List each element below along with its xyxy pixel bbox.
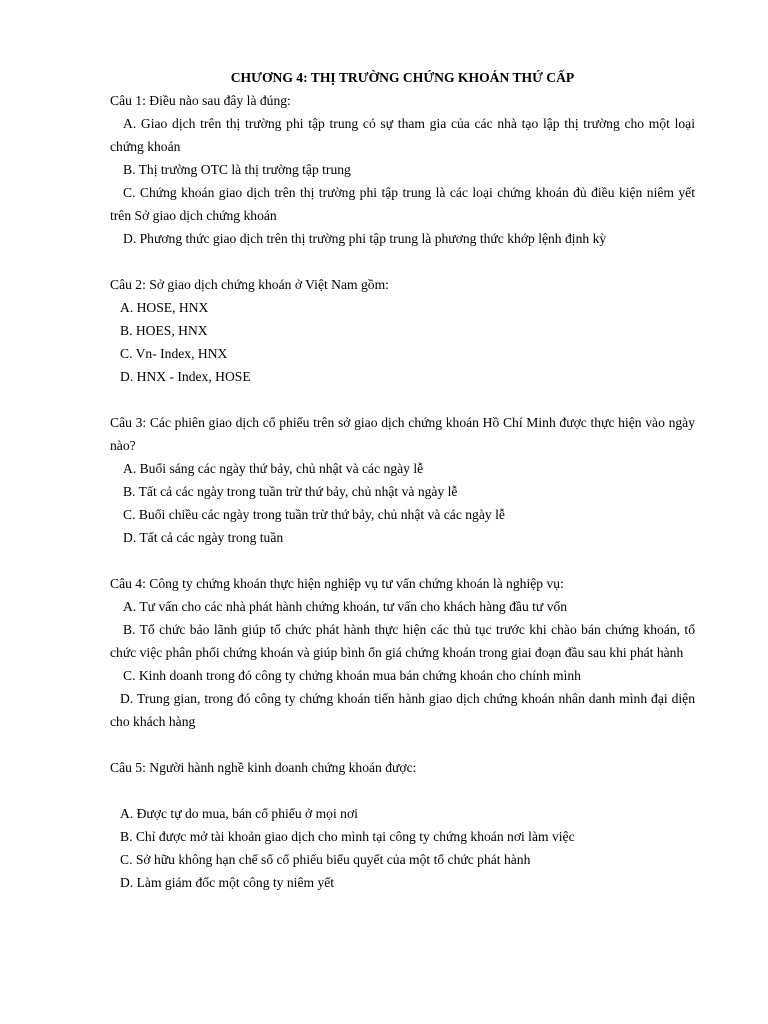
- answer-option: A. Buổi sáng các ngày thứ bảy, chủ nhật và các ngày lễ: [123, 461, 424, 476]
- question-text: Câu 2: Sở giao dịch chứng khoán ở Việt Nam gồm:: [110, 277, 389, 292]
- spacer: [110, 388, 695, 411]
- spacer: [110, 733, 695, 756]
- question-4: [110, 572, 695, 733]
- answer-option: B. Tổ chức bảo lãnh giúp tổ chức phát hành thực hiện các thủ tục trước khi chào bán chứng khoán, tổ chức việc phân phối chứng khoán và giúp bình ổn giá chứng khoán trong giai đoạn đầu sau khi phát hành: [110, 622, 695, 660]
- chapter-title: CHƯƠNG 4: THỊ TRƯỜNG CHỨNG KHOÁN THỨ CẤP: [230, 70, 575, 85]
- answer-option: B. Tất cả các ngày trong tuần trừ thứ bảy, chủ nhật và ngày lễ: [123, 484, 458, 499]
- answer-option: C. Vn- Index, HNX: [120, 346, 228, 361]
- answer-option: C. Kinh doanh trong đó công ty chứng khoán mua bán chứng khoán cho chính mình: [123, 668, 581, 683]
- question-text: Câu 4: Công ty chứng khoán thực hiện nghiệp vụ tư vấn chứng khoán là nghiệp vụ:: [110, 576, 564, 591]
- spacer: [110, 549, 695, 572]
- answer-option: C. Sở hữu không hạn chế số cổ phiếu biểu quyết của một tổ chức phát hành: [120, 852, 531, 867]
- question-text: Câu 3: Các phiên giao dịch cổ phiếu trên sở giao dịch chứng khoán Hồ Chí Minh được thực hiện vào ngày nào?: [110, 415, 695, 453]
- answer-option: B. Chỉ được mở tài khoản giao dịch cho mình tại công ty chứng khoán nơi làm việc: [120, 829, 575, 844]
- answer-option: A. Tư vấn cho các nhà phát hành chứng khoán, tư vấn cho khách hàng đầu tư vốn: [123, 599, 568, 614]
- answer-option: C. Chứng khoán giao dịch trên thị trường phi tập trung là các loại chứng khoán đủ điều kiện niêm yết trên Sở giao dịch chứng khoán: [110, 185, 695, 223]
- question-3: [110, 411, 695, 549]
- answer-option: B. HOES, HNX: [120, 323, 208, 338]
- answer-option: D. Phương thức giao dịch trên thị trường phi tập trung là phương thức khớp lệnh định kỳ: [123, 231, 607, 246]
- question-text: Câu 1: Điều nào sau đây là đúng:: [110, 93, 291, 108]
- question-5: [110, 756, 695, 894]
- answer-option: A. Được tự do mua, bán cổ phiếu ở mọi nơi: [120, 806, 358, 821]
- answer-option: D. HNX - Index, HOSE: [120, 369, 251, 384]
- answer-option: D. Tất cả các ngày trong tuần: [123, 530, 284, 545]
- answer-option: D. Làm giám đốc một công ty niêm yết: [120, 875, 335, 890]
- answer-option: C. Buổi chiều các ngày trong tuần trừ thứ bảy, chủ nhật và các ngày lễ: [123, 507, 505, 522]
- question-1: [110, 89, 695, 250]
- question-2: [110, 273, 695, 388]
- document-page: [110, 66, 695, 894]
- answer-option: B. Thị trường OTC là thị trường tập trung: [123, 162, 351, 177]
- answer-option: A. HOSE, HNX: [120, 300, 209, 315]
- answer-option: D. Trung gian, trong đó công ty chứng khoán tiến hành giao dịch chứng khoán nhân danh mình đại diện cho khách hàng: [110, 691, 695, 729]
- question-text: Câu 5: Người hành nghề kinh doanh chứng khoán được:: [110, 760, 417, 775]
- spacer: [110, 250, 695, 273]
- answer-option: A. Giao dịch trên thị trường phi tập trung có sự tham gia của các nhà tạo lập thị trường cho một loại chứng khoán: [110, 116, 695, 154]
- spacer: [110, 779, 695, 802]
